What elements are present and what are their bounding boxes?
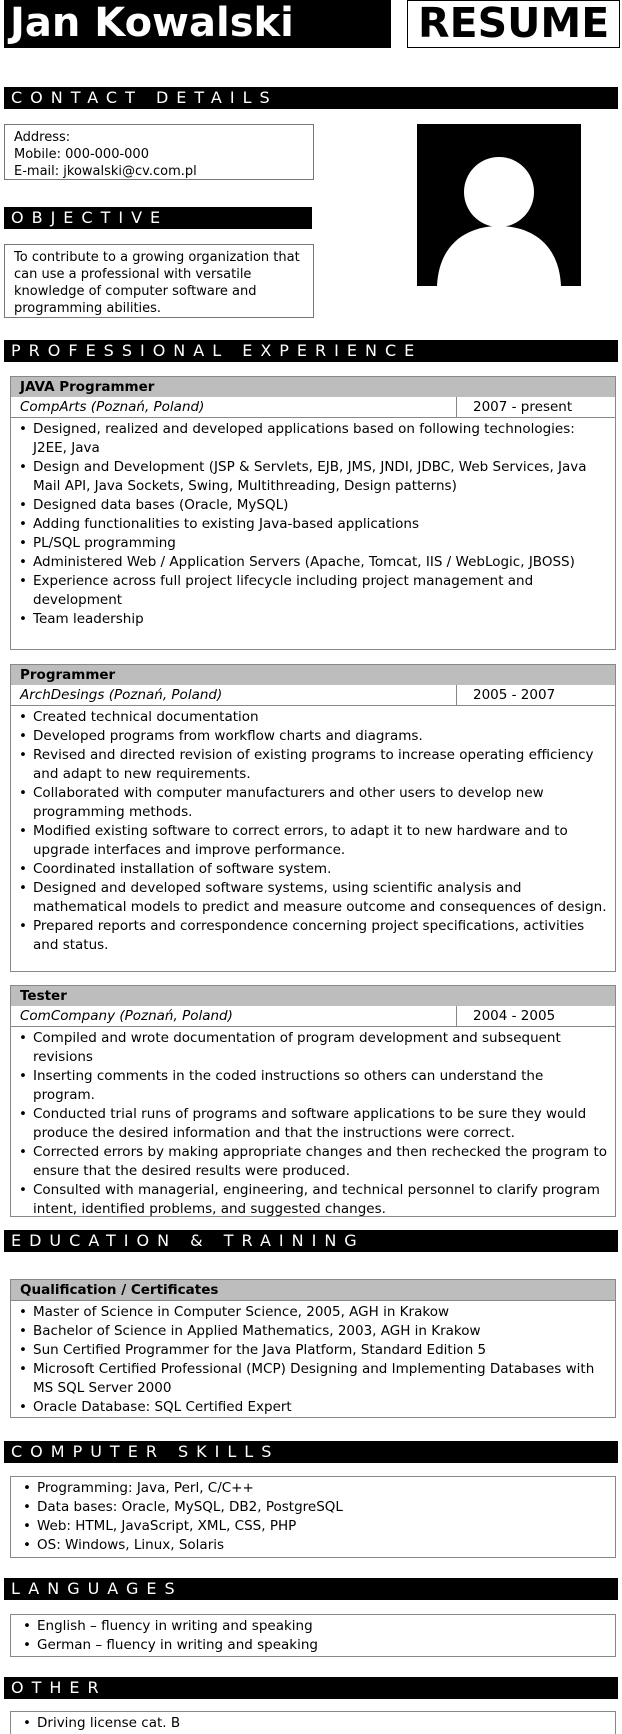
- job-duties: [11, 1027, 615, 1220]
- list-item: • Driving license cat. B: [11, 1714, 615, 1733]
- section-experience-heading: PROFESSIONAL EXPERIENCE: [4, 340, 618, 362]
- job-entry: [10, 664, 616, 972]
- list-item: • German – fluency in writing and speaking: [11, 1636, 615, 1655]
- list-item: • Modified existing software to correct errors, to adapt it to new hardware and to upgrade interfaces and improve performance.: [11, 822, 615, 860]
- job-title: Tester: [11, 986, 615, 1006]
- list-item: • Experience across full project lifecycle including project management and development: [11, 572, 615, 610]
- objective-box: [4, 244, 314, 318]
- job-title: JAVA Programmer: [11, 377, 615, 397]
- job-meta-row: [11, 397, 615, 418]
- contact-mobile: Mobile: 000-000-000: [14, 147, 149, 162]
- job-title: Programmer: [11, 665, 615, 685]
- list-item: • Programming: Java, Perl, C/C++: [11, 1479, 615, 1498]
- list-item: • Sun Certified Programmer for the Java Platform, Standard Edition 5: [11, 1341, 615, 1360]
- list-item: • Design and Development (JSP & Servlets, EJB, JMS, JNDI, JDBC, Web Services, Java Mail API, Java Sockets, Swing, Multithreading, Design patterns): [11, 458, 615, 496]
- list-item: • Master of Science in Computer Science, 2005, AGH in Krakow: [11, 1303, 615, 1322]
- job-meta-row: [11, 685, 615, 706]
- education-list: [11, 1301, 615, 1418]
- list-item: • Revised and directed revision of existing programs to increase operating efficiency and adapt to new requirements.: [11, 746, 615, 784]
- skills-list: [11, 1477, 615, 1556]
- section-contact-heading: CONTACT DETAILS: [4, 87, 618, 109]
- list-item: • Microsoft Certified Professional (MCP) Designing and Implementing Databases with MS SQL Server 2000: [11, 1360, 615, 1398]
- contact-email: E-mail: jkowalski@cv.com.pl: [14, 164, 197, 179]
- list-item: • Conducted trial runs of programs and software applications to be sure they would produce the desired information and that the instructions were correct.: [11, 1105, 615, 1143]
- job-meta-row: [11, 1006, 615, 1027]
- education-box: [10, 1279, 616, 1418]
- list-item: • Compiled and wrote documentation of program development and subsequent revisions: [11, 1029, 615, 1067]
- list-item: • Designed and developed software systems, using scientific analysis and mathematical models to predict and measure outcome and consequences of design.: [11, 879, 615, 917]
- objective-text: To contribute to a growing organization that can use a professional with versatile knowledge of computer software and programming abilities.: [14, 250, 300, 316]
- person-silhouette-icon: [417, 124, 581, 286]
- job-dates: 2004 - 2005: [456, 1006, 622, 1026]
- list-item: • Bachelor of Science in Applied Mathematics, 2003, AGH in Krakow: [11, 1322, 615, 1341]
- list-item: • Adding functionalities to existing Java-based applications: [11, 515, 615, 534]
- list-item: • Designed, realized and developed applications based on following technologies: J2EE, Java: [11, 420, 615, 458]
- list-item: • Created technical documentation: [11, 708, 615, 727]
- job-company: CompArts (Poznań, Poland): [20, 399, 205, 415]
- education-title: Qualification / Certificates: [11, 1280, 615, 1301]
- list-item: • Data bases: Oracle, MySQL, DB2, PostgreSQL: [11, 1498, 615, 1517]
- contact-box: [4, 124, 314, 180]
- job-company: ArchDesings (Poznań, Poland): [20, 687, 223, 703]
- list-item: • Inserting comments in the coded instructions so others can understand the program.: [11, 1067, 615, 1105]
- list-item: • Coordinated installation of software system.: [11, 860, 615, 879]
- list-item: • OS: Windows, Linux, Solaris: [11, 1536, 615, 1555]
- job-entry: [10, 376, 616, 650]
- job-company: ComCompany (Poznań, Poland): [20, 1008, 233, 1024]
- section-education-heading: EDUCATION & TRAINING: [4, 1230, 618, 1252]
- list-item: • Collaborated with computer manufacturers and other users to develop new programming methods.: [11, 784, 615, 822]
- profile-photo-placeholder: [417, 124, 581, 286]
- list-item: • PL/SQL programming: [11, 534, 615, 553]
- list-item: • Consulted with managerial, engineering, and technical personnel to clarify program intent, identified problems, and suggested changes.: [11, 1181, 615, 1219]
- languages-box: [10, 1614, 616, 1657]
- resume-label: RESUME: [407, 0, 620, 48]
- job-entry: [10, 985, 616, 1217]
- languages-list: [11, 1615, 615, 1656]
- list-item: • Administered Web / Application Servers (Apache, Tomcat, IIS / WebLogic, JBOSS): [11, 553, 615, 572]
- contact-address: Address:: [14, 130, 71, 145]
- job-dates: 2007 - present: [456, 397, 622, 417]
- section-languages-heading: LANGUAGES: [4, 1578, 618, 1600]
- list-item: • Developed programs from workflow charts and diagrams.: [11, 727, 615, 746]
- list-item: • Oracle Database: SQL Certified Expert: [11, 1398, 615, 1417]
- list-item: • English – fluency in writing and speaking: [11, 1617, 615, 1636]
- list-item: • Prepared reports and correspondence concerning project specifications, activities and status.: [11, 917, 615, 955]
- section-skills-heading: COMPUTER SKILLS: [4, 1441, 618, 1463]
- list-item: • Web: HTML, JavaScript, XML, CSS, PHP: [11, 1517, 615, 1536]
- job-duties: [11, 706, 615, 956]
- other-list: [11, 1712, 615, 1734]
- other-box: [10, 1711, 616, 1734]
- section-objective-heading: OBJECTIVE: [4, 207, 312, 229]
- skills-box: [10, 1476, 616, 1558]
- list-item: • Designed data bases (Oracle, MySQL): [11, 496, 615, 515]
- job-duties: [11, 418, 615, 630]
- list-item: • Corrected errors by making appropriate changes and then rechecked the program to ensure that the desired results were produced.: [11, 1143, 615, 1181]
- candidate-name: Jan Kowalski: [4, 0, 391, 48]
- list-item: • Team leadership: [11, 610, 615, 629]
- section-other-heading: OTHER: [4, 1677, 618, 1699]
- job-dates: 2005 - 2007: [456, 685, 622, 705]
